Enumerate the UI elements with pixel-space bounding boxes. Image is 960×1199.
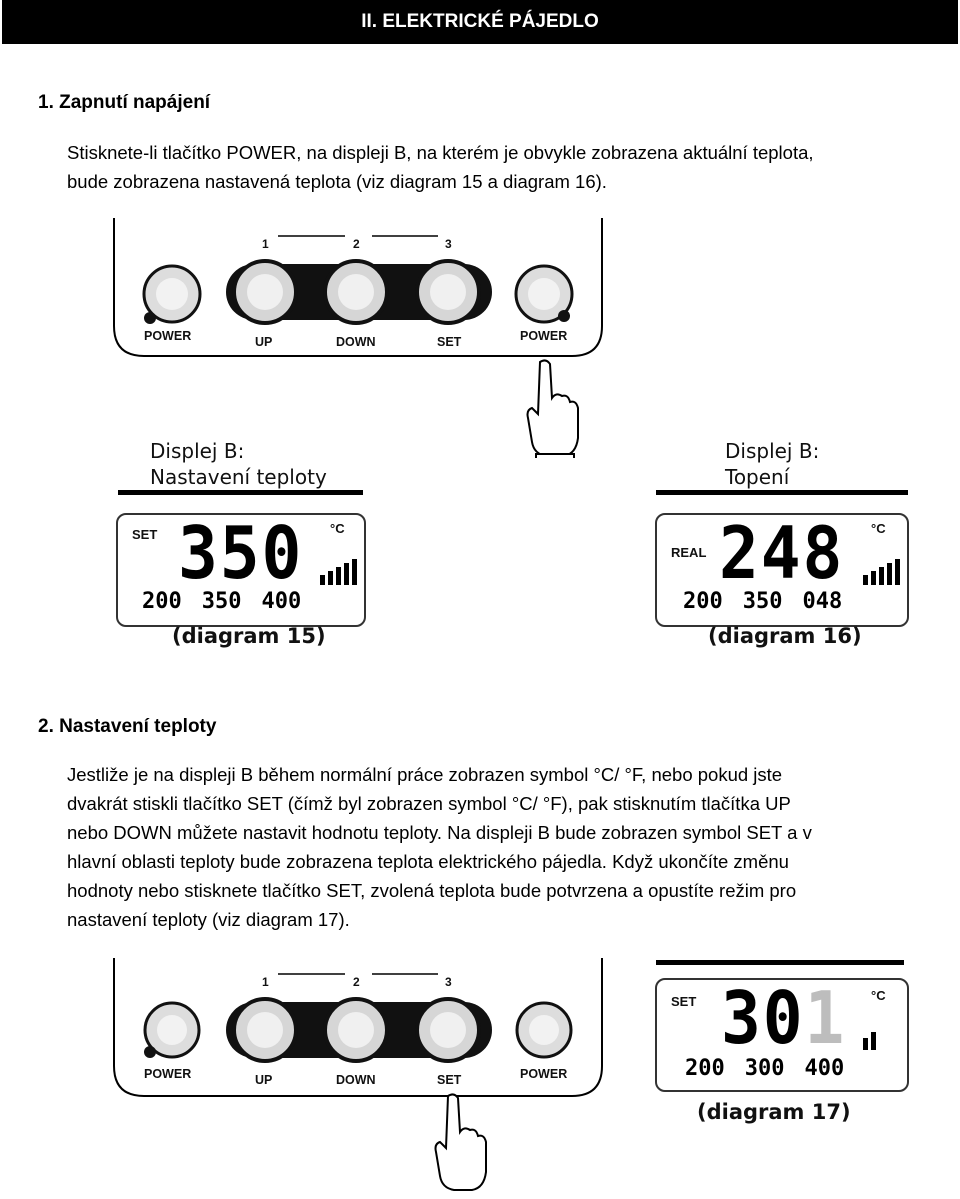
lcd-unit: °C [871,521,886,536]
display-title-line: Displej B: [150,439,245,463]
set-button[interactable] [417,999,479,1061]
power-button-left[interactable] [144,1003,199,1058]
diagram-caption-16: (diagram 16) [708,624,862,648]
panel-number-2: 2 [353,237,360,251]
section2-heading: 2. Nastavení teploty [38,716,217,737]
panel-number-3: 3 [445,975,452,989]
lcd-main-value [721,978,846,1058]
display-title-line: Nastavení teploty [150,465,327,489]
lcd-main-value: 350 [178,511,304,595]
power-button-right[interactable] [517,1003,571,1057]
preset-3: 048 [802,589,843,614]
section2-line: Jestliže je na displeji B během normální práce zobrazen symbol °C/ °F, nebo pokud jste [67,764,783,785]
lcd-display-15 [116,513,366,627]
lcd-unit: °C [330,521,345,536]
label-down: DOWN [336,1073,376,1087]
label-set: SET [437,335,462,349]
lcd-mode-label: SET [132,527,158,542]
pointing-hand-icon [528,360,579,458]
label-power-right: POWER [520,1067,568,1081]
diagram-caption-15: (diagram 15) [172,624,326,648]
panel-number-3: 3 [445,237,452,251]
panel-number-2: 2 [353,975,360,989]
lcd-main-value: 248 [719,511,845,595]
power-button-right[interactable] [516,266,572,322]
section2-line: hlavní oblasti teploty bude zobrazena teplota elektrického pájedla. Když ukončíte změnu [67,851,789,872]
preset-2: 300 [744,1056,785,1081]
signal-bars-icon [861,1030,881,1052]
panel-number-1: 1 [262,237,269,251]
section2-line: dvakrát stiskli tlačítko SET (čímž byl zobrazen symbol °C/ °F), pak stisknutím tlačítka UP [67,793,791,814]
lcd-presets [685,1056,844,1081]
diagram-caption-17: (diagram 17) [697,1100,851,1124]
power-button-left[interactable] [144,266,200,324]
lcd-display-16 [655,513,909,627]
section1-line: bude zobrazena nastavená teplota (viz diagram 15 a diagram 16). [67,171,607,192]
section2-line: nebo DOWN můžete nastavit hodnotu teploty. Na displeji B bude zobrazen symbol SET a v [67,822,812,843]
label-power-left: POWER [144,329,192,343]
chapter-title: II. ELEKTRICKÉ PÁJEDLO [361,11,599,32]
divider-rule [656,490,908,495]
preset-3: 400 [261,589,302,614]
preset-2: 350 [742,589,783,614]
down-button[interactable] [325,261,387,323]
display-title-16 [725,438,819,490]
label-power-left: POWER [144,1067,192,1081]
lcd-unit: °C [871,988,886,1003]
preset-1: 200 [142,589,182,614]
section1-paragraph [67,138,814,196]
preset-1: 200 [685,1056,725,1081]
label-set: SET [437,1073,462,1087]
set-button[interactable] [417,261,479,323]
display-title-line: Topení [725,465,790,489]
control-panel-2 [110,958,610,1199]
panel-number-1: 1 [262,975,269,989]
label-up: UP [255,1073,273,1087]
lcd-main-digit-dim: 1 [804,976,847,1060]
lcd-display-17 [655,978,909,1092]
signal-bars-icon [861,557,903,587]
signal-bars-icon [318,557,360,587]
section2-line: hodnoty nebo stisknete tlačítko SET, zvolená teplota bude potvrzena a opustíte režim pro [67,880,797,901]
section2-line: nastavení teploty (viz diagram 17). [67,909,350,930]
chapter-header [2,0,958,44]
label-up: UP [255,335,273,349]
lcd-mode-label: SET [671,994,697,1009]
up-button[interactable] [234,999,296,1061]
display-title-15 [150,438,327,490]
section1-heading: 1. Zapnutí napájení [38,92,211,113]
up-button[interactable] [234,261,296,323]
label-down: DOWN [336,335,376,349]
lcd-main-digits: 30 [721,976,805,1060]
display-title-line: Displej B: [725,439,820,463]
divider-rule [118,490,363,495]
lcd-presets [142,589,301,614]
lcd-presets [683,589,842,614]
section1-line: Stisknete-li tlačítko POWER, na displeji B, na kterém je obvykle zobrazena aktuální teplota, [67,142,814,163]
preset-1: 200 [683,589,723,614]
section2-paragraph [67,760,812,934]
pointing-hand-icon [436,1094,487,1190]
preset-3: 400 [804,1056,845,1081]
control-panel-1 [110,218,610,458]
divider-rule [656,960,904,965]
label-power-right: POWER [520,329,568,343]
down-button[interactable] [325,999,387,1061]
lcd-mode-label: REAL [671,545,707,560]
preset-2: 350 [201,589,242,614]
